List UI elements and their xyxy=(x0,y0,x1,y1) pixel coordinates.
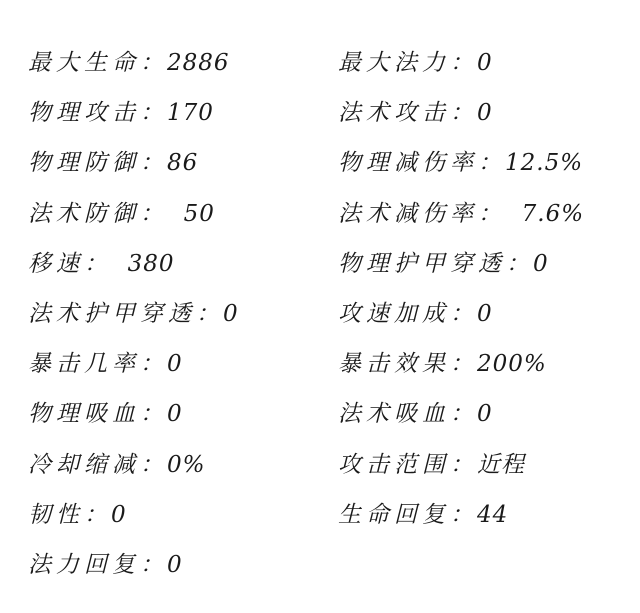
stat-row-physical-attack: 物理攻击： 170 xyxy=(28,100,214,127)
stat-row-physical-penetration: 物理护甲穿透： 0 xyxy=(338,250,549,277)
stat-label: 法力回复 xyxy=(28,551,140,578)
stat-row-mana-regen: 法力回复： 0 xyxy=(28,551,183,578)
stat-value: 380 xyxy=(111,250,175,277)
stat-label: 物理减伤率 xyxy=(338,150,478,177)
stat-label: 移速 xyxy=(28,250,84,277)
stat-row-physical-damage-reduction: 物理减伤率： 12.5% xyxy=(338,150,584,177)
stat-row-physical-defense: 物理防御： 86 xyxy=(28,150,199,177)
stat-value: 86 xyxy=(167,150,199,177)
stat-value: 2886 xyxy=(167,50,230,76)
stat-row-cooldown-reduction: 冷却缩减： 0% xyxy=(28,451,206,478)
stat-label: 最大法力 xyxy=(338,50,450,76)
stat-row-magic-damage-reduction: 法术减伤率： 7.6% xyxy=(338,200,585,227)
stat-value: 0 xyxy=(477,401,493,428)
stat-value: 近程 xyxy=(477,451,525,478)
stat-value: 0 xyxy=(477,300,493,327)
stat-row-magic-penetration: 法术护甲穿透： 0 xyxy=(28,300,239,327)
stat-label: 暴击效果 xyxy=(338,351,450,378)
stat-row-move-speed: 移速： 380 xyxy=(28,250,175,277)
stat-label: 法术护甲穿透 xyxy=(28,300,196,327)
stat-label: 法术吸血 xyxy=(338,401,450,428)
stat-label: 攻速加成 xyxy=(338,300,450,327)
stat-value: 44 xyxy=(477,501,509,528)
stat-value: 0 xyxy=(477,100,493,127)
stat-label: 物理攻击 xyxy=(28,100,140,127)
stat-value: 0% xyxy=(167,451,206,478)
stat-value: 12.5% xyxy=(505,150,584,177)
stat-row-attack-range: 攻击范围： 近程 xyxy=(338,451,525,478)
stats-column-left xyxy=(28,38,328,590)
stat-label: 暴击几率 xyxy=(28,351,140,378)
stat-row-tenacity: 韧性： 0 xyxy=(28,501,127,528)
stat-value: 170 xyxy=(167,100,214,127)
stat-value: 200% xyxy=(477,351,547,378)
stat-row-physical-lifesteal: 物理吸血： 0 xyxy=(28,401,183,428)
stat-value: 0 xyxy=(167,351,183,378)
stat-row-attack-speed: 攻速加成： 0 xyxy=(338,300,493,327)
stat-label: 法术防御 xyxy=(28,200,140,227)
stat-label: 法术减伤率 xyxy=(338,200,478,227)
stat-row-hp-regen: 生命回复： 44 xyxy=(338,501,509,528)
stat-label: 最大生命 xyxy=(28,50,140,76)
stat-label: 韧性 xyxy=(28,501,84,528)
stat-value: 0 xyxy=(477,50,493,76)
stat-label: 生命回复 xyxy=(338,501,450,528)
stat-value: 0 xyxy=(167,551,183,578)
stat-label: 法术攻击 xyxy=(338,100,450,127)
stat-value: 50 xyxy=(167,200,215,227)
stat-value: 0 xyxy=(533,250,549,277)
stat-row-crit-damage: 暴击效果： 200% xyxy=(338,351,547,378)
stat-label: 冷却缩减 xyxy=(28,451,140,478)
stat-row-magic-defense: 法术防御： 50 xyxy=(28,200,215,227)
stat-row-crit-chance: 暴击几率： 0 xyxy=(28,351,183,378)
stat-value: 0 xyxy=(223,300,239,327)
stat-value: 0 xyxy=(111,501,127,528)
stat-label: 攻击范围 xyxy=(338,451,450,478)
stat-row-magic-attack: 法术攻击： 0 xyxy=(338,100,493,127)
stat-row-magic-lifesteal: 法术吸血： 0 xyxy=(338,401,493,428)
stats-column-right xyxy=(338,38,628,540)
stat-row-max-mana: 最大法力： 0 xyxy=(338,50,493,76)
stat-label: 物理吸血 xyxy=(28,401,140,428)
stat-value: 0 xyxy=(167,401,183,428)
stat-label: 物理护甲穿透 xyxy=(338,250,506,277)
stat-value: 7.6% xyxy=(505,200,585,227)
stat-row-max-hp: 最大生命： 2886 xyxy=(28,50,230,76)
stat-label: 物理防御 xyxy=(28,150,140,177)
